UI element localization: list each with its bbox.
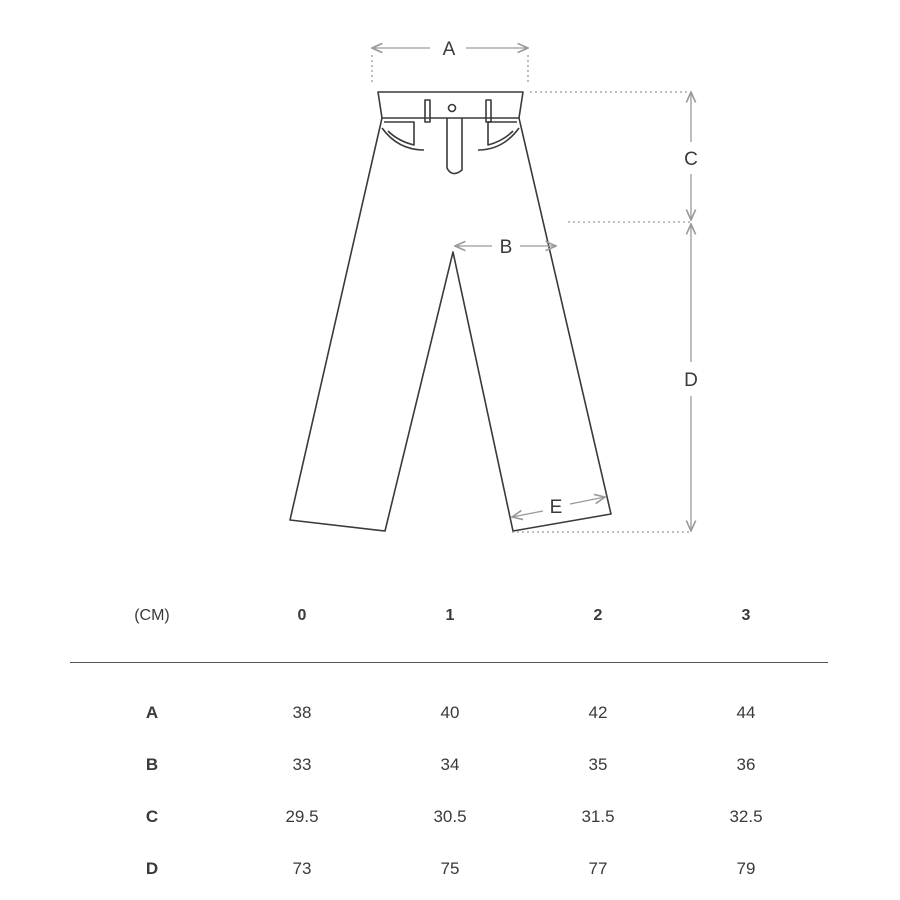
size-header: 3 xyxy=(741,607,751,624)
row-label: A xyxy=(145,703,159,722)
size-header: 2 xyxy=(593,607,603,624)
dimension-label-d: D xyxy=(684,370,698,391)
table-row xyxy=(70,739,828,791)
table-row xyxy=(70,791,828,843)
table-divider xyxy=(70,662,828,663)
table-header-row xyxy=(70,590,828,642)
table-cell: 32.5 xyxy=(729,807,763,826)
table-cell: 79 xyxy=(736,859,756,878)
table-cell: 31.5 xyxy=(581,807,615,826)
pants-outline xyxy=(290,92,611,531)
table-row xyxy=(70,687,828,739)
table-cell: 29.5 xyxy=(285,807,319,826)
table-cell: 40 xyxy=(440,703,460,722)
row-label: D xyxy=(145,859,159,878)
table-cell: 77 xyxy=(588,859,608,878)
unit-label: (CM) xyxy=(134,607,170,624)
table-cell: 38 xyxy=(292,703,312,722)
dimension-label-c: C xyxy=(684,149,698,170)
size-header: 1 xyxy=(445,607,455,624)
table-cell: 73 xyxy=(292,859,312,878)
dimension-lines xyxy=(372,48,691,532)
table-cell: 75 xyxy=(440,859,460,878)
size-table xyxy=(70,590,828,895)
table-cell: 42 xyxy=(588,703,608,722)
table-cell: 33 xyxy=(292,755,312,774)
table-cell: 34 xyxy=(440,755,460,774)
row-label: B xyxy=(145,755,159,774)
dimension-label-b: B xyxy=(499,237,513,258)
size-header: 0 xyxy=(297,607,307,624)
table-row xyxy=(70,843,828,895)
table-cell: 44 xyxy=(736,703,756,722)
dimension-label-a: A xyxy=(442,39,456,60)
table-cell: 35 xyxy=(588,755,608,774)
table-cell: 30.5 xyxy=(433,807,467,826)
row-label: C xyxy=(145,807,159,826)
dimension-label-e: E xyxy=(549,497,563,518)
table-cell: 36 xyxy=(736,755,756,774)
